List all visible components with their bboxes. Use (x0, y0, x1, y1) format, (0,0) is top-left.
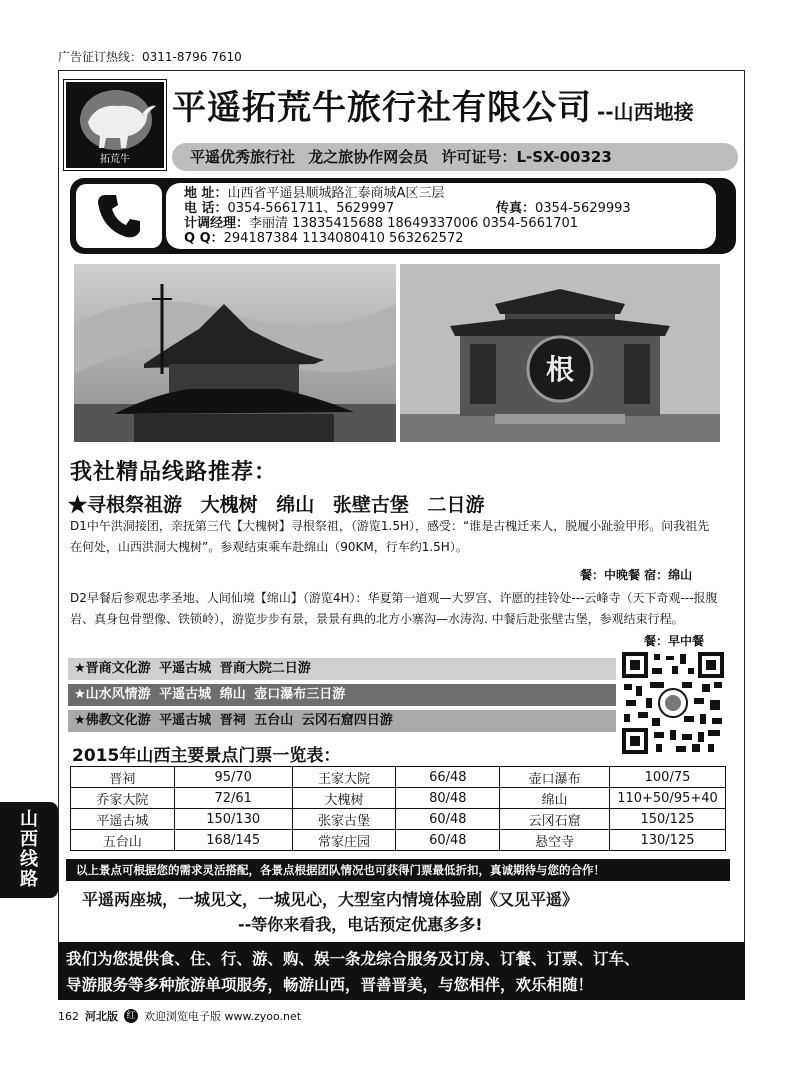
spot-price: 80/48 (396, 788, 500, 809)
day2-meals: 餐：早中餐 (644, 634, 705, 648)
day1-meals: 餐：中晚餐 宿：绵山 (580, 568, 693, 582)
tower-photo (74, 264, 396, 442)
services-line-1: 我们为您提供食、住、行、游、购、娱一条龙综合服务及订房、订餐、订票、订车、 (66, 950, 640, 968)
page-footer (58, 1008, 301, 1024)
spot-name: 悬空寺 (500, 830, 610, 851)
qr-code[interactable] (622, 652, 724, 754)
spot-name: 乔家大院 (71, 788, 175, 809)
spot-price: 110+50/95+40 (610, 788, 726, 809)
spot-name: 绵山 (500, 788, 610, 809)
spot-name: 晋祠 (71, 767, 175, 788)
spot-price: 130/125 (610, 830, 726, 851)
address: 山西省平遥县顺城路汇泰商城A区三层 (227, 186, 445, 201)
table-row (71, 767, 726, 788)
ad-hotline: 广告征订热线：0311-8796 7610 (58, 50, 242, 64)
company-suffix: --山西地接 (597, 100, 694, 124)
page-number: 162 (58, 1009, 79, 1023)
manager-line: 计调经理：李丽清 13835415688 18649337006 0354-5661701 (184, 216, 579, 231)
spot-name: 壶口瀑布 (500, 767, 610, 788)
phone-icon (96, 191, 142, 241)
promo-line-1: 平遥两座城，一城见文，一城见心，大型室内情境体验剧《又见平遥》 (82, 890, 579, 909)
routes-heading: 我社精品线路推荐： (70, 460, 278, 485)
spot-name: 大槐树 (292, 788, 396, 809)
fax-number: 0354-5629993 (535, 201, 631, 216)
services-footer (58, 942, 745, 1000)
spot-price: 168/145 (174, 830, 292, 851)
spot-name: 五台山 (71, 830, 175, 851)
spot-price: 150/130 (174, 809, 292, 830)
side-tab-char: 路 (20, 869, 38, 890)
ticket-table-title: 2015年山西主要景点门票一览表： (72, 746, 341, 766)
spot-price: 150/125 (610, 809, 726, 830)
tel-line: 电 话：0354-5661711、5629997 (184, 201, 395, 216)
day1-description: D1中午洪洞接团，亲抚第三代【大槐树】寻根祭祖，（游览1.5H），感受：“谁是古槐迁来人，脱履小趾验甲形。问我祖先在何处，山西洪洞大槐树”。参观结束乘车赴绵山（90KM，行车约1.5H）。 (70, 519, 710, 554)
spot-price: 72/61 (174, 788, 292, 809)
manager-contacts: 李丽清 13835415688 18649337006 0354-5661701 (249, 216, 579, 231)
promo-line-2: --等你来看我，电话预定优惠多多! (238, 915, 483, 934)
side-tab-char: 线 (20, 849, 38, 870)
services-line-2: 导游服务等多种旅游单项服务，畅游山西，晋善晋美，与您相伴，欢乐相随！ (66, 976, 594, 994)
spot-name: 王家大院 (292, 767, 396, 788)
logo-caption: 拓荒牛 (100, 154, 130, 165)
spot-price: 60/48 (396, 809, 500, 830)
spot-price: 100/75 (610, 767, 726, 788)
root-character: 根 (545, 353, 575, 386)
side-tab-char: 西 (20, 829, 38, 850)
website-link[interactable]: 欢迎浏览电子版 www.zyoo.net (144, 1010, 302, 1023)
tel-number: 0354-5661711、5629997 (227, 201, 395, 216)
featured-route-title: ★寻根祭祖游 大槐树 绵山 张壁古堡 二日游 (68, 494, 485, 516)
spot-price: 60/48 (396, 830, 500, 851)
photo-strip (74, 264, 720, 442)
company-name: 平遥拓荒牛旅行社有限公司 (172, 88, 592, 128)
spot-name: 常家庄园 (292, 830, 396, 851)
qq-line: Q Q：294187384 1134080410 563262572 (184, 231, 464, 246)
table-row (71, 809, 726, 830)
license-banner: 平遥优秀旅行社 龙之旅协作网会员 许可证号：L-SX-00323 (172, 143, 738, 171)
spot-name: 云冈石窟 (500, 809, 610, 830)
spot-price: 95/70 (174, 767, 292, 788)
root-gate-photo (400, 264, 720, 442)
contact-details (166, 183, 716, 249)
day2-description: D2早餐后参观忠孝圣地、人间仙境【绵山】（游览4H）：华夏第一道观—大罗宫、许愿的挂铃处---云峰寺（天下奇观---报腹岩、真身包骨塑像、铁锁岭），游览步步有景，景景有典的北方小寨沟—水涛沟. 中餐后赴张壁古堡，参观结束行程。 (70, 591, 718, 626)
table-row (71, 788, 726, 809)
route-bar-3: ★佛教文化游 平遥古城 晋祠 五台山 云冈石窟四日游 (68, 710, 616, 732)
edition-label: 河北版 (85, 1010, 118, 1023)
fax-line: 传真：0354-5629993 (496, 201, 631, 216)
phone-icon-box (76, 184, 162, 248)
qq-numbers: 294187384 1134080410 563262572 (223, 231, 464, 246)
route-bar-1: ★晋商文化游 平遥古城 晋商大院二日游 (68, 658, 616, 680)
section-side-tab (0, 802, 58, 898)
route-bar-2: ★山水风情游 平遥古城 绵山 壶口瀑布三日游 (68, 684, 616, 706)
red-badge-icon: 红 (124, 1009, 138, 1023)
side-tab-char: 山 (20, 809, 38, 830)
ticket-note: 以上景点可根据您的需求灵活搭配，各景点根据团队情况也可获得门票最低折扣，真诚期待与您的合作！ (66, 859, 730, 881)
spot-name: 张家古堡 (292, 809, 396, 830)
ticket-price-table (70, 766, 726, 851)
spot-name: 平遥古城 (71, 809, 175, 830)
spot-price: 66/48 (396, 767, 500, 788)
address-line: 地 址：山西省平遥县顺城路汇泰商城A区三层 (184, 186, 445, 201)
table-row (71, 830, 726, 851)
